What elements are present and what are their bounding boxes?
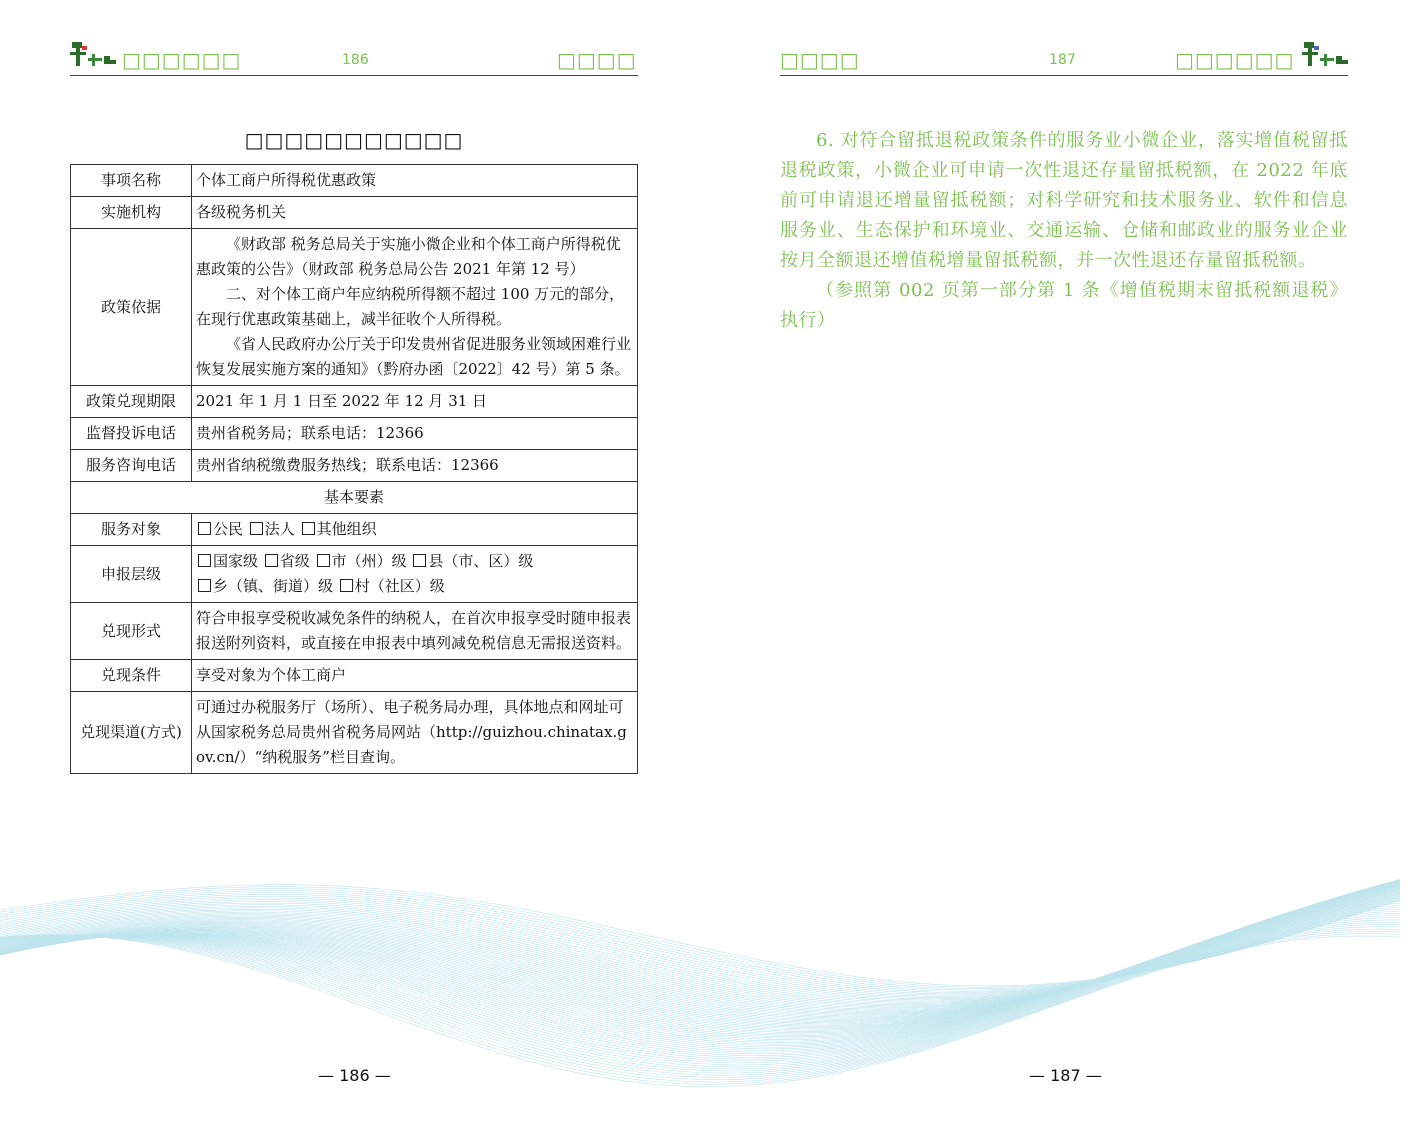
table-row (71, 514, 638, 546)
page-folio: — 186 — (318, 1066, 391, 1085)
period-value: 2021 年 1 月 1 日至 2022 年 12 月 31 日 (192, 386, 638, 418)
table-row (71, 418, 638, 450)
checkbox[interactable] (250, 522, 263, 535)
form-value: 符合申报享受税收减免条件的纳税人，在首次申报享受时随申报表报送附列资料，或直接在申报表中填列减免税信息无需报送资料。 (192, 603, 638, 660)
basis-paragraph-1: 《财政部 税务总局关于实施小微企业和个体工商户所得税优惠政策的公告》（财政部 税务总局公告 2021 年第 12 号） (196, 235, 621, 278)
page-folio: — 187 — (1029, 1066, 1102, 1085)
item-name-label: 事项名称 (71, 165, 192, 197)
basic-elements-heading: 基本要素 (71, 482, 638, 514)
basis-paragraph-2: 二、对个体工商户年应纳税所得额不超过 100 万元的部分，在现行优惠政策基础上，减半征收个人所得税。 (196, 285, 625, 328)
header-page-number: 186 (342, 52, 369, 68)
agency-label: 实施机构 (71, 197, 192, 229)
policy-table (70, 164, 638, 774)
channel-label: 兑现渠道(方式) (71, 692, 192, 774)
table-row (71, 229, 638, 386)
level-option-village: 村（社区）级 (354, 577, 445, 595)
level-options (192, 546, 638, 603)
condition-value: 享受对象为个体工商户 (192, 660, 638, 692)
table-row (71, 386, 638, 418)
header-logo-icon (1302, 40, 1350, 74)
consult-value: 贵州省纳税缴费服务热线；联系电话：12366 (192, 450, 638, 482)
table-row (71, 482, 638, 514)
left-page-header (70, 38, 638, 76)
table-row (71, 660, 638, 692)
checkbox[interactable] (317, 554, 330, 567)
body-paragraph-2: （参照第 002 页第一部分第 1 条《增值税期末留抵税额退税》执行） (780, 280, 1348, 331)
level-option-city: 市（州）级 (331, 552, 407, 570)
right-page-header (780, 38, 1348, 76)
checkbox[interactable] (198, 522, 211, 535)
condition-label: 兑现条件 (71, 660, 192, 692)
level-label: 申报层级 (71, 546, 192, 603)
basis-value (192, 229, 638, 386)
header-logo-icon (70, 40, 118, 74)
complaint-label: 监督投诉电话 (71, 418, 192, 450)
table-row (71, 197, 638, 229)
level-option-national: 国家级 (213, 552, 259, 570)
header-page-number: 187 (1049, 52, 1076, 68)
basis-paragraph-3: 《省人民政府办公厅关于印发贵州省促进服务业领域困难行业恢复发展实施方案的通知》（黔府办函〔2022〕42 号）第 5 条。 (196, 335, 632, 378)
header-rule (780, 75, 1348, 76)
target-options (192, 514, 638, 546)
left-page (0, 0, 708, 1133)
complaint-value: 贵州省税务局；联系电话：12366 (192, 418, 638, 450)
target-option-other: 其他组织 (316, 520, 377, 538)
table-row (71, 546, 638, 603)
header-rule (70, 75, 638, 76)
form-label: 兑现形式 (71, 603, 192, 660)
level-option-provincial: 省级 (279, 552, 310, 570)
checkbox[interactable] (198, 579, 211, 592)
header-section-title: □□□□ (557, 48, 637, 72)
target-option-citizen: 公民 (213, 520, 244, 538)
checkbox[interactable] (302, 522, 315, 535)
right-page-body (780, 126, 1348, 336)
target-option-legal-person: 法人 (264, 520, 295, 538)
item-name-value: 个体工商户所得税优惠政策 (192, 165, 638, 197)
header-section-title: □□□□ (780, 48, 860, 72)
agency-value: 各级税务机关 (192, 197, 638, 229)
channel-value: 可通过办税服务厅（场所）、电子税务局办理，具体地点和网址可从国家税务总局贵州省税务局网站（http://guizhou.chinatax.gov.cn/）“纳税服务”栏目查询。 (192, 692, 638, 774)
basis-label: 政策依据 (71, 229, 192, 386)
checkbox[interactable] (340, 579, 353, 592)
consult-label: 服务咨询电话 (71, 450, 192, 482)
target-label: 服务对象 (71, 514, 192, 546)
table-row (71, 450, 638, 482)
level-option-county: 县（市、区）级 (428, 552, 534, 570)
header-book-title: □□□□□□ (122, 48, 242, 72)
checkbox[interactable] (198, 554, 211, 567)
header-book-title: □□□□□□ (1175, 48, 1295, 72)
table-row (71, 165, 638, 197)
checkbox[interactable] (413, 554, 426, 567)
period-label: 政策兑现期限 (71, 386, 192, 418)
checkbox[interactable] (265, 554, 278, 567)
level-option-township: 乡（镇、街道）级 (213, 577, 334, 595)
table-row (71, 603, 638, 660)
table-title: □□□□□□□□□□□ (244, 128, 464, 152)
body-paragraph-1: 6. 对符合留抵退税政策条件的服务业小微企业，落实增值税留抵退税政策，小微企业可申请一次性退还存量留抵税额，在 2022 年底前可申请退还增量留抵税额；对科学研究和技术服务业、软件和信息服务业、生态保护和环境业、交通运输、仓储和邮政业的服务业企业按月全额退还增值税增量留抵税额，并一次性退还存量留抵税额。 (780, 130, 1348, 271)
table-row (71, 692, 638, 774)
